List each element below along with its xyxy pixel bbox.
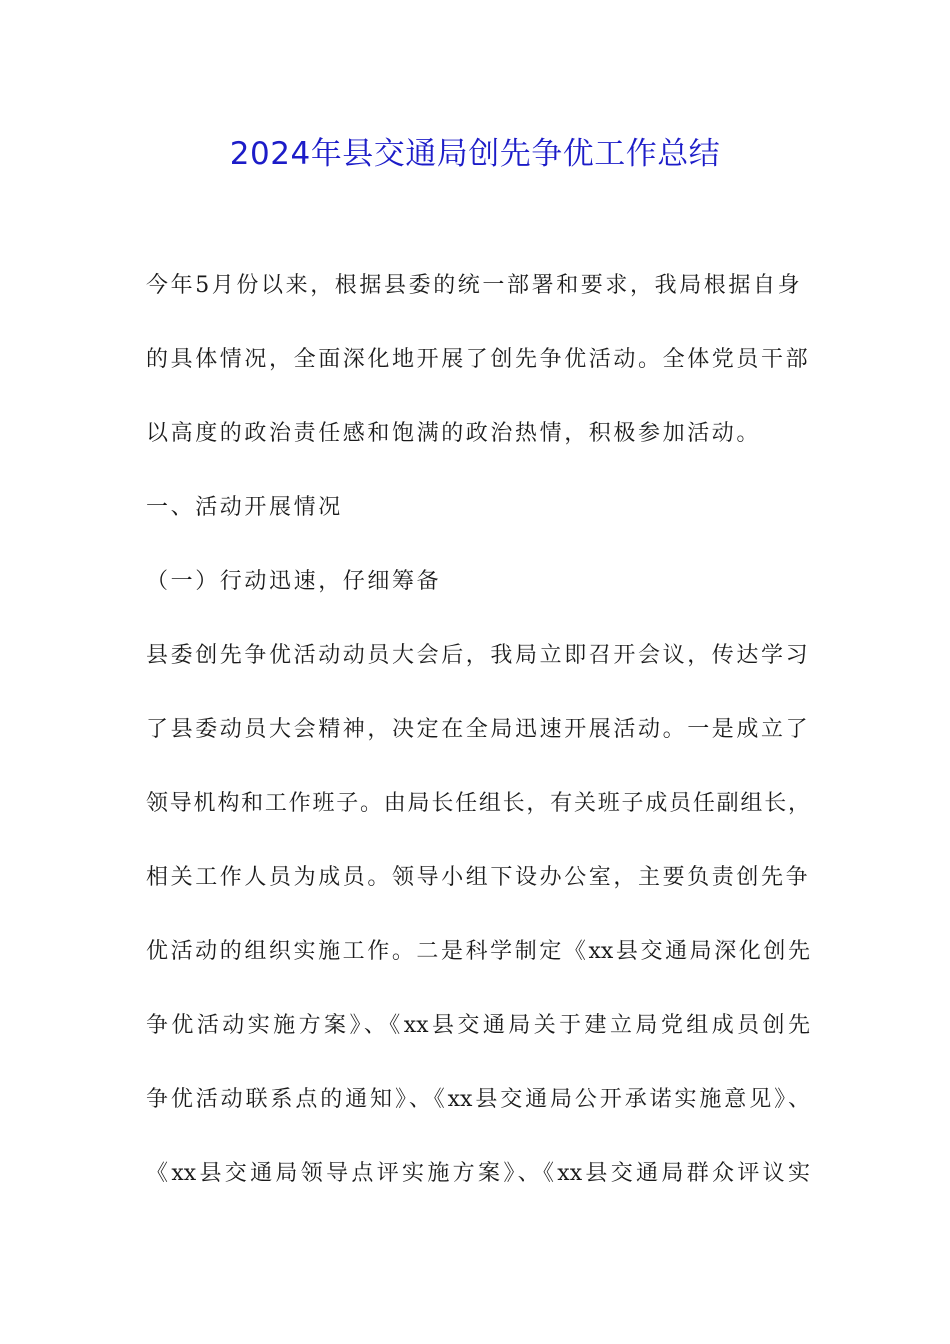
paragraph-line: 的具体情况，全面深化地开展了创先争优活动。全体党员干部 xyxy=(146,347,811,372)
paragraph-line: 领导机构和工作班子。由局长任组长，有关班子成员任副组长， xyxy=(146,791,810,816)
subsection-heading: （一）行动迅速，仔细筹备 xyxy=(146,569,442,594)
paragraph-line: 相关工作人员为成员。领导小组下设办公室，主要负责创先争 xyxy=(146,865,811,890)
paragraph-line: 县委创先争优活动动员大会后，我局立即召开会议，传达学习 xyxy=(146,643,811,668)
document-title: 2024年县交通局创先争优工作总结 xyxy=(229,136,721,172)
paragraph-line: 以高度的政治责任感和饱满的政治热情，积极参加活动。 xyxy=(146,421,762,446)
paragraph-line: 《xx县交通局领导点评实施方案》、《xx县交通局群众评议实 xyxy=(146,1161,810,1186)
paragraph-line: 了县委动员大会精神，决定在全局迅速开展活动。一是成立了 xyxy=(146,717,811,742)
paragraph-line: 优活动的组织实施工作。二是科学制定《xx县交通局深化创先 xyxy=(146,939,810,964)
document-body xyxy=(146,266,810,1228)
paragraph-line: 争优活动实施方案》、《xx县交通局关于建立局党组成员创先 xyxy=(146,1013,810,1038)
section-heading: 一、活动开展情况 xyxy=(146,495,343,520)
paragraph-line: 今年5月份以来，根据县委的统一部署和要求，我局根据自身 xyxy=(146,273,803,298)
paragraph-line: 争优活动联系点的通知》、《xx县交通局公开承诺实施意见》、 xyxy=(146,1087,810,1112)
